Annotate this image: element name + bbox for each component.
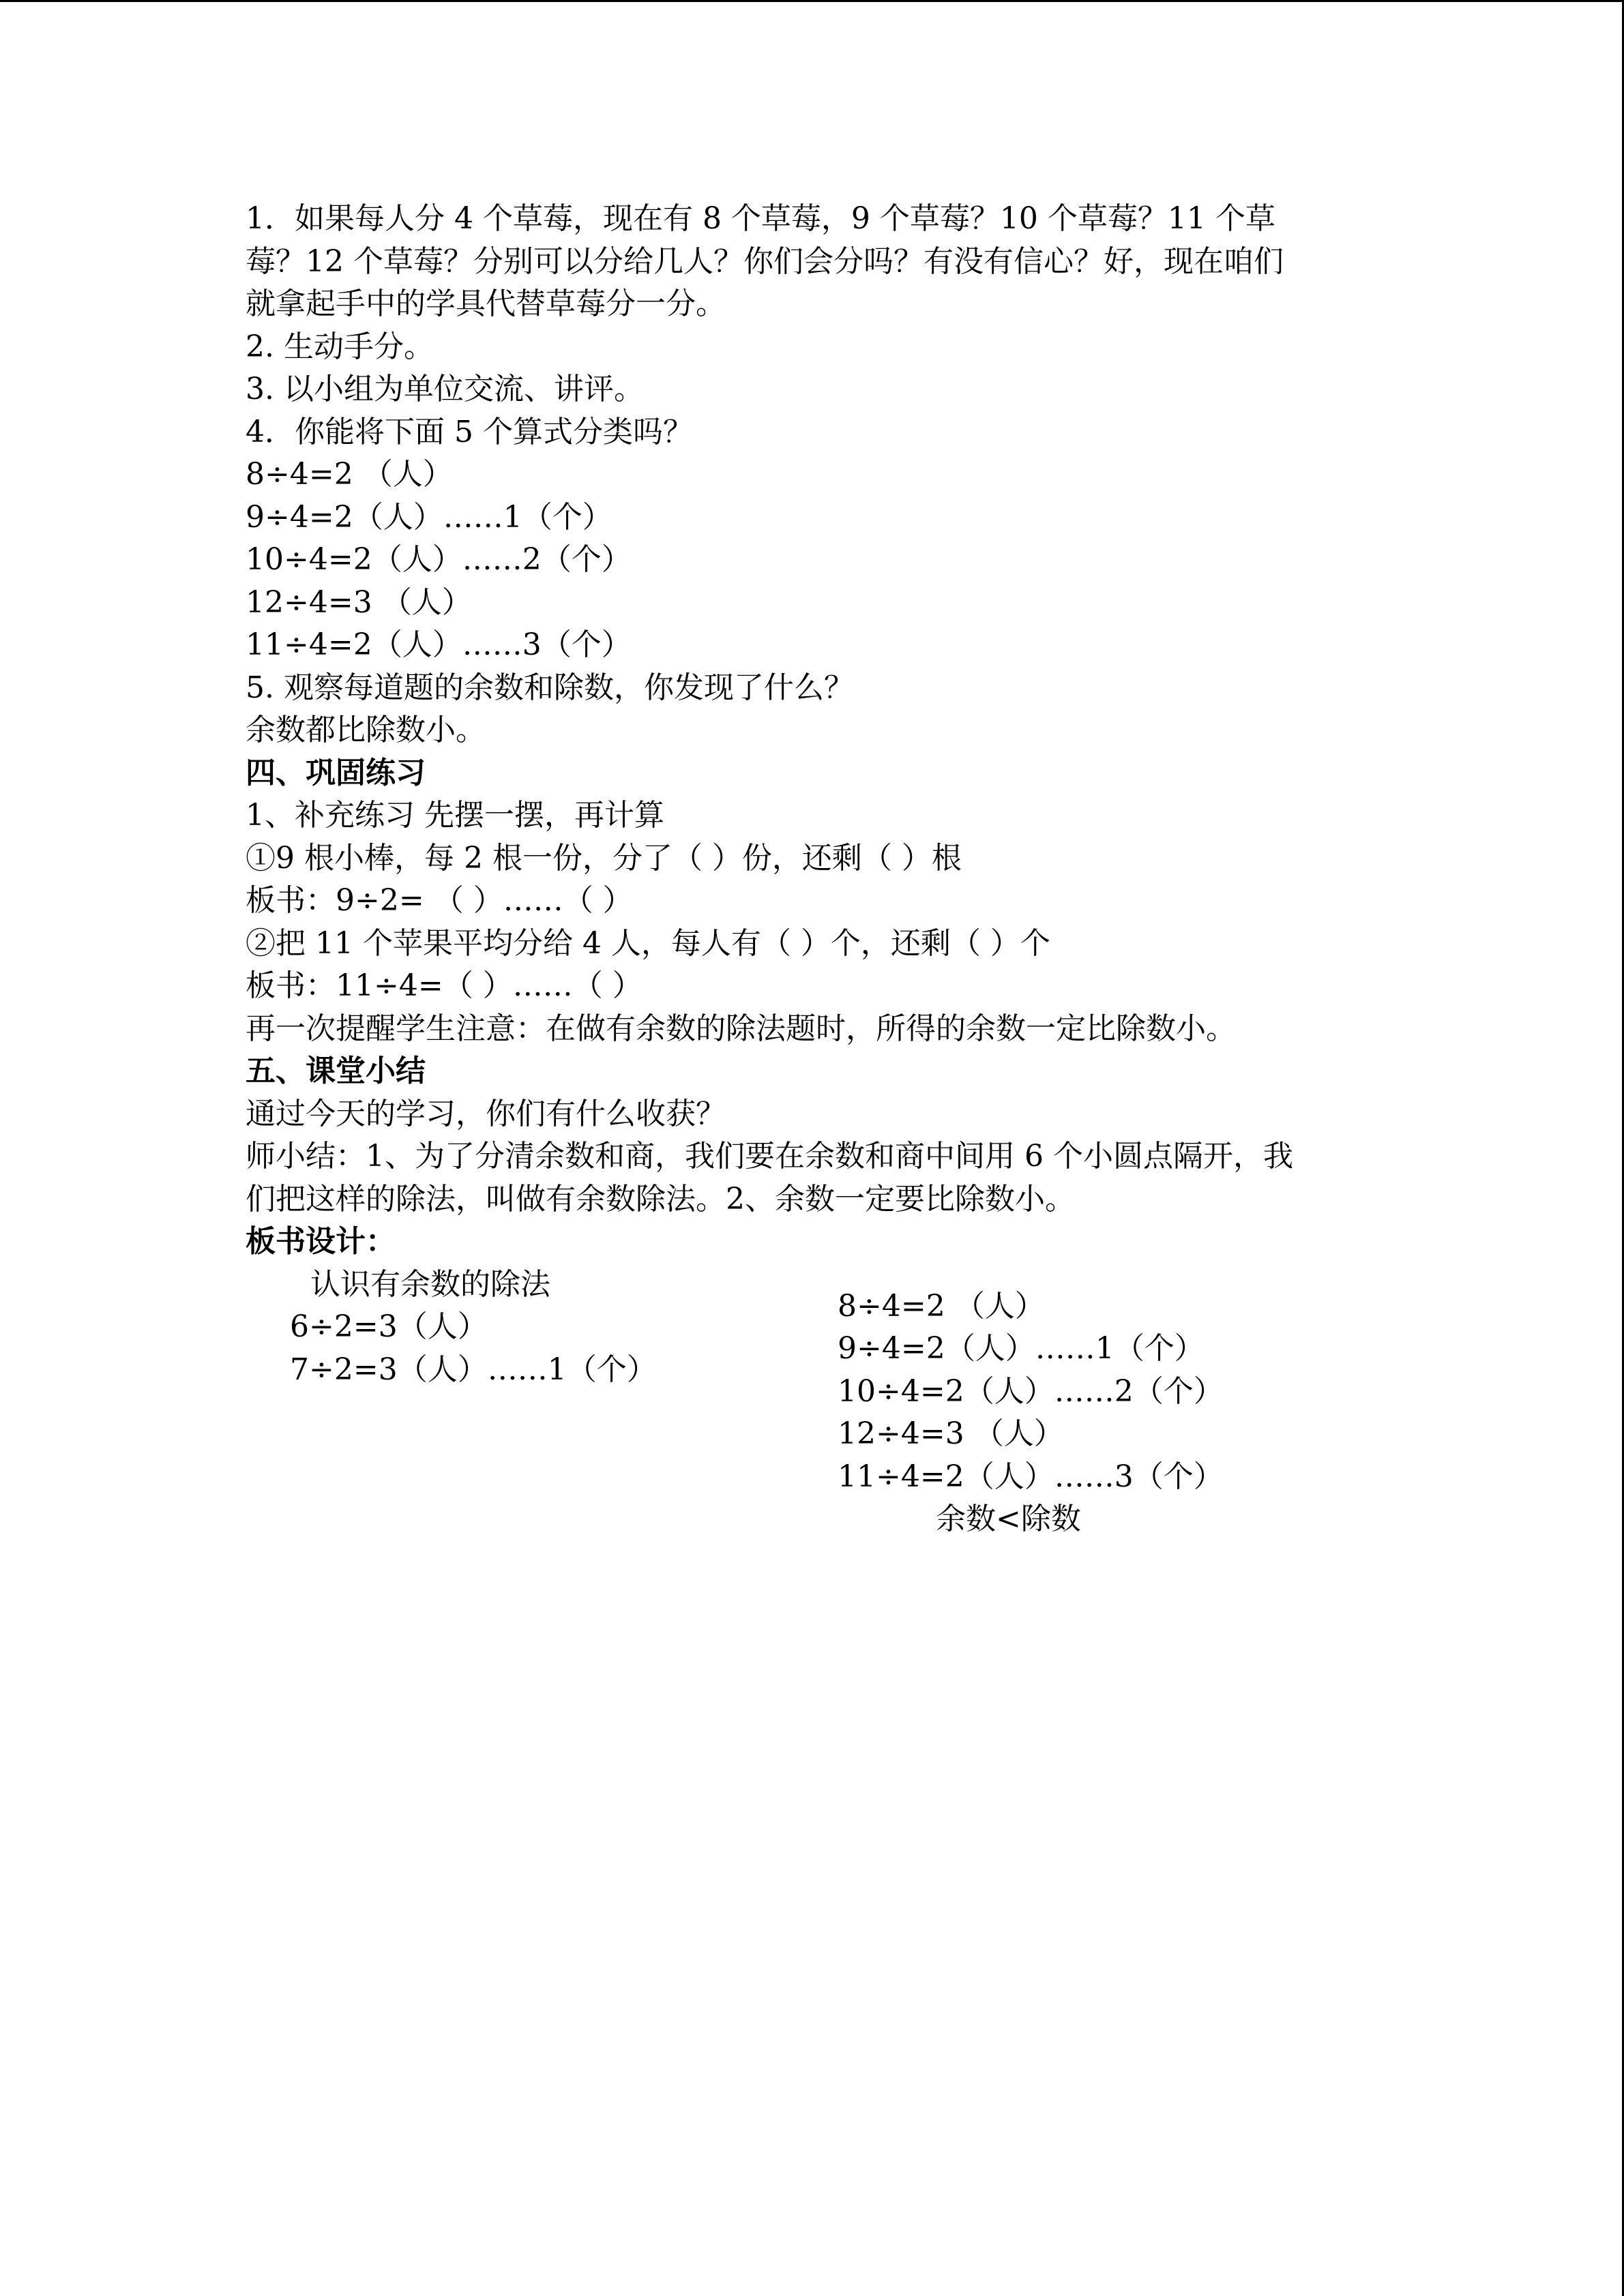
document-body bbox=[246, 198, 1378, 1550]
equation-5: 11÷4=2（人）……3（个） bbox=[246, 627, 632, 662]
board-right-column bbox=[838, 1285, 1224, 1541]
board-right-equation-2: 9÷4=2（人）……1（个） bbox=[838, 1331, 1205, 1366]
board-right-equation-3: 10÷4=2（人）……2（个） bbox=[838, 1373, 1224, 1409]
board-right-equation-5: 11÷4=2（人）……3（个） bbox=[838, 1459, 1224, 1494]
equation-2: 9÷4=2（人）……1（个） bbox=[246, 499, 612, 535]
board-left-column bbox=[290, 1264, 657, 1392]
exercise-1: ①9 根小棒，每 2 根一份，分了（ ）份，还剩（ ）根 bbox=[246, 840, 962, 876]
exercise-title: 1、补充练习 先摆一摆，再计算 bbox=[246, 798, 664, 833]
paragraph-1-line-2: 莓？12 个草莓？分别可以分给几人？你们会分吗？有没有信心？好，现在咱们 bbox=[246, 243, 1284, 279]
paragraph-2: 2. 生动手分。 bbox=[246, 329, 434, 364]
board-left-equation-2: 7÷2=3（人）……1（个） bbox=[290, 1352, 657, 1387]
summary-line-2: 们把这样的除法，叫做有余数除法。2、余数一定要比除数小。 bbox=[246, 1181, 1075, 1217]
exercise-2-board: 板书：11÷4=（ ）……（ ） bbox=[246, 968, 643, 1003]
summary-question: 通过今天的学习，你们有什么收获？ bbox=[246, 1096, 726, 1131]
section-heading-summary: 五、课堂小结 bbox=[246, 1054, 426, 1088]
paragraph-1-line-1: 1．如果每人分 4 个草莓，现在有 8 个草莓，9 个草莓？10 个草莓？11 个草 bbox=[246, 201, 1275, 236]
paragraph-3: 3. 以小组为单位交流、讲评。 bbox=[246, 372, 644, 406]
board-conclusion: 余数<除数 bbox=[936, 1502, 1081, 1536]
board-right-equation-1: 8÷4=2 （人） bbox=[838, 1288, 1045, 1324]
exercise-1-board: 板书：9÷2= （ ）……（ ） bbox=[246, 883, 633, 918]
exercise-2: ②把 11 个苹果平均分给 4 人，每人有（ ）个，还剩（ ）个 bbox=[246, 925, 1050, 961]
board-title: 认识有余数的除法 bbox=[310, 1266, 550, 1302]
reminder-text: 再一次提醒学生注意：在做有余数的除法题时，所得的余数一定比除数小。 bbox=[246, 1011, 1236, 1046]
equation-3: 10÷4=2（人）……2（个） bbox=[246, 542, 632, 577]
section-heading-practice: 四、巩固练习 bbox=[246, 755, 426, 790]
equation-4: 12÷4=3 （人） bbox=[246, 584, 472, 620]
equation-1: 8÷4=2 （人） bbox=[246, 457, 453, 492]
paragraph-1-line-3: 就拿起手中的学具代替草莓分一分。 bbox=[246, 286, 726, 321]
summary-line-1: 师小结：1、为了分清余数和商，我们要在余数和商中间用 6 个小圆点隔开，我 bbox=[246, 1139, 1293, 1174]
paragraph-4: 4．你能将下面 5 个算式分类吗？ bbox=[246, 414, 693, 449]
board-left-equation-1: 6÷2=3（人） bbox=[290, 1309, 488, 1344]
board-right-equation-4: 12÷4=3 （人） bbox=[838, 1416, 1064, 1451]
board-design-heading: 板书设计： bbox=[246, 1224, 396, 1259]
board-design bbox=[246, 1264, 1378, 1550]
top-border-line bbox=[0, 0, 1624, 2]
paragraph-5: 5. 观察每道题的余数和除数，你发现了什么？ bbox=[246, 670, 854, 705]
paragraph-5-answer: 余数都比除数小。 bbox=[246, 713, 486, 747]
